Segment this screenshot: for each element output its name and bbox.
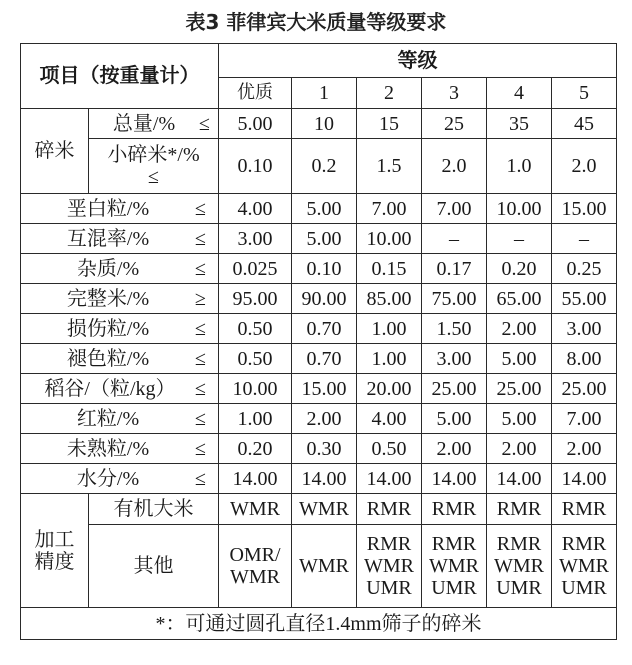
table-cell: 1.0	[487, 139, 552, 194]
table-cell: 2.0	[422, 139, 487, 194]
table-cell: 0.25	[552, 254, 617, 284]
cell-line: WMR	[364, 555, 414, 577]
table-cell: 55.00	[552, 284, 617, 314]
row-operator: ≤	[195, 437, 206, 460]
table-cell: 5.00	[219, 109, 292, 139]
table-cell: 25.00	[422, 374, 487, 404]
table-cell: 7.00	[357, 194, 422, 224]
table-cell: 0.50	[219, 314, 292, 344]
grade-2: 2	[357, 78, 422, 109]
row-label-text: 损伤粒/%	[66, 317, 150, 340]
row-label	[21, 374, 219, 404]
table-cell: 10.00	[487, 194, 552, 224]
table-cell: 5.00	[422, 404, 487, 434]
cell-line: WMR	[494, 555, 544, 577]
table-cell: RMR	[357, 494, 422, 525]
table-cell: 25.00	[552, 374, 617, 404]
row-label-text: 互混率/%	[66, 227, 150, 250]
table-cell: 14.00	[357, 464, 422, 494]
table-cell: RMR	[487, 494, 552, 525]
table-cell: –	[422, 224, 487, 254]
table-cell: WMR	[292, 494, 357, 525]
table-cell: 14.00	[219, 464, 292, 494]
grade-1: 1	[292, 78, 357, 109]
table-cell: 0.20	[487, 254, 552, 284]
table-cell: 14.00	[422, 464, 487, 494]
table-row	[21, 525, 617, 608]
table-cell: 7.00	[422, 194, 487, 224]
broken-rice-category: 碎米	[21, 109, 89, 194]
table-cell: –	[487, 224, 552, 254]
row-label-text: 稻谷/（粒/kg）	[44, 377, 176, 400]
table-row	[21, 494, 617, 525]
table-cell: 35	[487, 109, 552, 139]
grade-header: 等级	[219, 44, 617, 78]
cell-line: UMR	[561, 577, 607, 599]
table-row	[21, 314, 617, 344]
table-cell: 10.00	[357, 224, 422, 254]
grade-5: 5	[552, 78, 617, 109]
table-cell: RMR	[552, 494, 617, 525]
table-cell	[422, 525, 487, 608]
row-operator: ≤	[195, 347, 206, 370]
table-cell: 0.20	[219, 434, 292, 464]
cell-line: WMR	[559, 555, 609, 577]
table-cell: 2.00	[422, 434, 487, 464]
row-operator: ≤	[195, 467, 206, 490]
table-cell: 2.00	[552, 434, 617, 464]
table-row	[21, 284, 617, 314]
table-row	[21, 109, 617, 139]
row-label: 有机大米	[89, 494, 219, 525]
table-row	[21, 464, 617, 494]
grade-4: 4	[487, 78, 552, 109]
grade-3: 3	[422, 78, 487, 109]
table-row	[21, 434, 617, 464]
table-cell: 0.025	[219, 254, 292, 284]
table-cell: 25.00	[487, 374, 552, 404]
cell-line: RMR	[366, 533, 412, 555]
table-cell: 1.00	[357, 344, 422, 374]
row-label	[21, 464, 219, 494]
table-cell: 95.00	[219, 284, 292, 314]
table-cell: 3.00	[422, 344, 487, 374]
rice-grade-table	[20, 43, 617, 640]
table-cell: WMR	[292, 525, 357, 608]
footnote: *：可通过圆孔直径1.4mm筛子的碎米	[21, 608, 617, 640]
table-cell: 1.5	[357, 139, 422, 194]
table-row	[21, 404, 617, 434]
table-cell	[552, 525, 617, 608]
row-operator: ≤	[195, 197, 206, 220]
table-cell: 4.00	[219, 194, 292, 224]
table-cell: 0.15	[357, 254, 422, 284]
table-cell: 15.00	[292, 374, 357, 404]
row-operator: ≤	[195, 407, 206, 430]
row-operator: ≤	[195, 227, 206, 250]
row-label-text: 杂质/%	[76, 257, 140, 280]
table-cell	[487, 525, 552, 608]
table-cell: 14.00	[292, 464, 357, 494]
table-cell: 10	[292, 109, 357, 139]
table-cell: 0.30	[292, 434, 357, 464]
table-cell: 0.2	[292, 139, 357, 194]
item-header: 项目（按重量计）	[21, 44, 219, 109]
row-label	[21, 434, 219, 464]
row-label-text: 总量/%	[112, 112, 176, 135]
row-label-text: 未熟粒/%	[66, 437, 150, 460]
table-cell	[357, 525, 422, 608]
row-label: 其他	[89, 525, 219, 608]
cell-line: RMR	[431, 533, 477, 555]
row-label	[21, 194, 219, 224]
table-cell: 8.00	[552, 344, 617, 374]
row-label-text: 红粒/%	[76, 407, 140, 430]
row-label	[89, 109, 219, 139]
row-operator: ≥	[195, 287, 206, 310]
table-row	[21, 344, 617, 374]
table-cell: 2.00	[292, 404, 357, 434]
table-cell: 5.00	[487, 404, 552, 434]
row-label	[21, 284, 219, 314]
table-cell: 7.00	[552, 404, 617, 434]
row-label-text: 完整米/%	[66, 287, 150, 310]
table-cell	[219, 525, 292, 608]
cell-line: RMR	[496, 533, 542, 555]
milling-category-line1: 加工	[34, 528, 75, 551]
table-cell: 5.00	[292, 194, 357, 224]
row-operator: ≤	[195, 377, 206, 400]
table-cell: 25	[422, 109, 487, 139]
table-cell: 14.00	[552, 464, 617, 494]
table-row	[21, 139, 617, 194]
table-cell: 10.00	[219, 374, 292, 404]
row-label-text: 垩白粒/%	[66, 197, 150, 220]
row-operator: ≤	[195, 317, 206, 340]
table-cell: 3.00	[552, 314, 617, 344]
table-cell: 45	[552, 109, 617, 139]
row-operator: ≤	[199, 112, 210, 135]
row-label	[21, 254, 219, 284]
cell-line: WMR	[429, 555, 479, 577]
table-cell: 5.00	[292, 224, 357, 254]
table-cell: 0.10	[219, 139, 292, 194]
cell-line: UMR	[366, 577, 412, 599]
table-cell: 14.00	[487, 464, 552, 494]
row-operator: ≤	[195, 257, 206, 280]
table-cell: 0.17	[422, 254, 487, 284]
row-label-text: 水分/%	[76, 467, 140, 490]
table-cell: 0.70	[292, 314, 357, 344]
table-cell: 1.50	[422, 314, 487, 344]
table-cell: 0.50	[219, 344, 292, 374]
table-cell: 2.00	[487, 314, 552, 344]
table-row	[21, 224, 617, 254]
row-label	[21, 314, 219, 344]
row-label	[21, 224, 219, 254]
row-label-text: 褪色粒/%	[66, 347, 150, 370]
table-cell: 65.00	[487, 284, 552, 314]
table-row	[21, 194, 617, 224]
milling-category-line2: 精度	[34, 550, 75, 573]
table-cell: 90.00	[292, 284, 357, 314]
row-operator: ≤	[148, 166, 159, 188]
table-cell: 3.00	[219, 224, 292, 254]
milling-category	[21, 494, 89, 608]
cell-line: RMR	[561, 533, 607, 555]
table-cell: 5.00	[487, 344, 552, 374]
table-cell: 15	[357, 109, 422, 139]
table-cell: RMR	[422, 494, 487, 525]
table-title: 表3 菲律宾大米质量等级要求	[185, 10, 447, 34]
table-row	[21, 374, 617, 404]
table-cell: 0.50	[357, 434, 422, 464]
row-label	[21, 404, 219, 434]
table-cell: –	[552, 224, 617, 254]
table-cell: WMR	[219, 494, 292, 525]
row-label-text: 小碎米*/%	[107, 144, 200, 166]
table-cell: 4.00	[357, 404, 422, 434]
table-cell: 2.00	[487, 434, 552, 464]
cell-line: UMR	[496, 577, 542, 599]
table-cell: 15.00	[552, 194, 617, 224]
table-cell: 0.70	[292, 344, 357, 374]
cell-line: OMR/	[229, 544, 281, 566]
table-cell: 0.10	[292, 254, 357, 284]
table-cell: 75.00	[422, 284, 487, 314]
table-cell: 20.00	[357, 374, 422, 404]
table-row	[21, 254, 617, 284]
table-cell: 85.00	[357, 284, 422, 314]
table-cell: 1.00	[219, 404, 292, 434]
cell-line: WMR	[230, 566, 280, 588]
table-cell: 1.00	[357, 314, 422, 344]
row-label	[89, 139, 219, 194]
grade-premium: 优质	[219, 78, 292, 109]
row-label	[21, 344, 219, 374]
table-cell: 2.0	[552, 139, 617, 194]
cell-line: UMR	[431, 577, 477, 599]
